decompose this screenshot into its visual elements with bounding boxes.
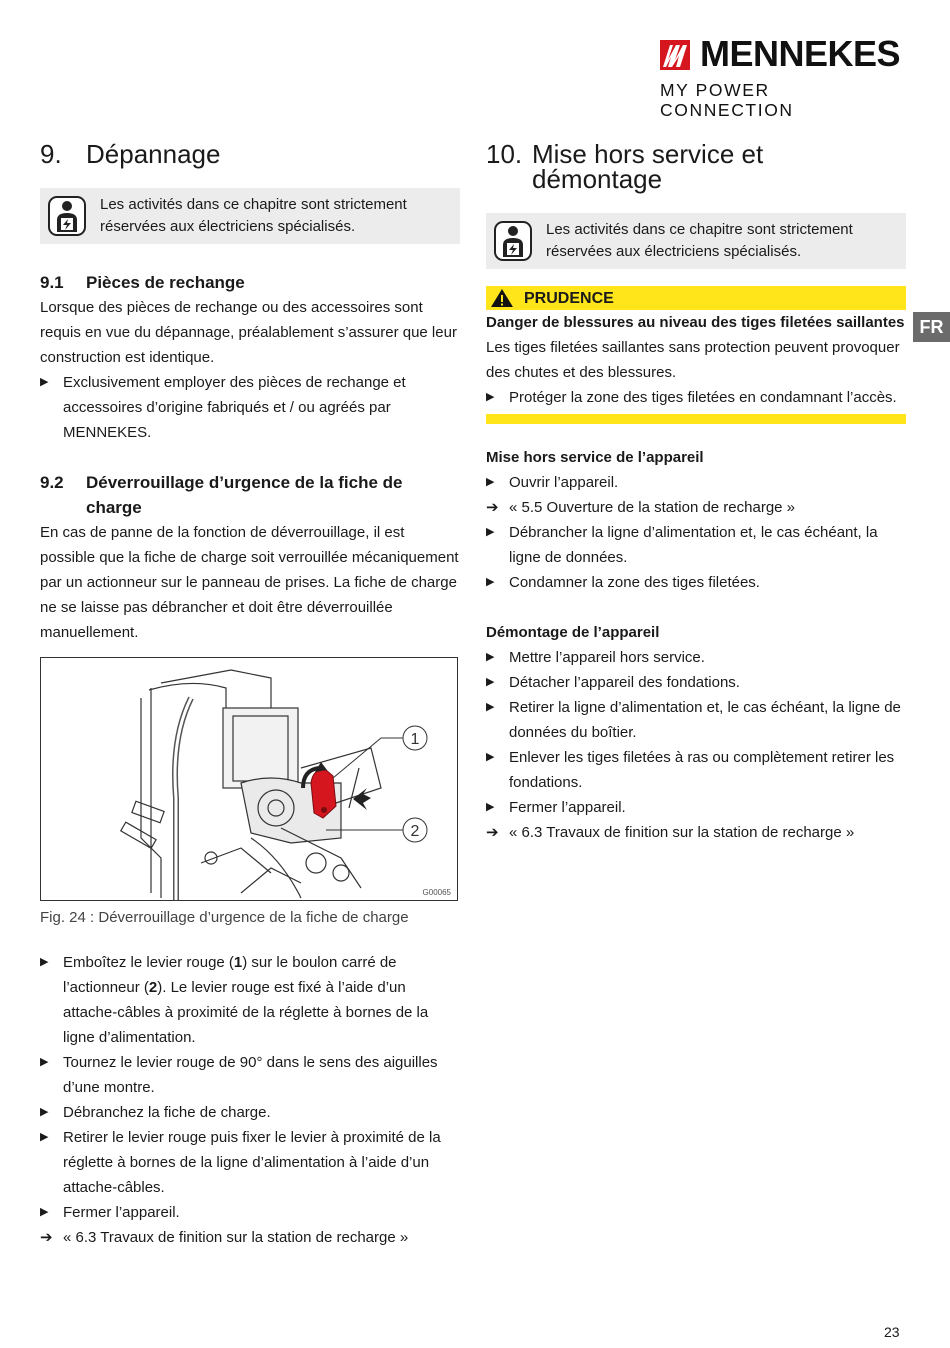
bullet-triangle-icon: ▶ [40, 956, 49, 968]
chapter-title-line-2: démontage [532, 164, 663, 194]
figure-caption: Fig. 24 : Déverrouillage d’urgence de la fiche de charge [40, 909, 409, 926]
list-item: ▶ Condamner la zone des tiges filetées. [486, 570, 906, 595]
cross-reference[interactable]: ➔ « 5.5 Ouverture de la station de recharge » [486, 495, 906, 520]
bullet-triangle-icon: ▶ [40, 1206, 49, 1218]
list-item: ▶ Débrancher la ligne d’alimentation et, le cas échéant, la ligne de données. [486, 520, 906, 570]
figure-emergency-unlock [40, 657, 458, 901]
warning-header [486, 286, 906, 310]
bullet-triangle-icon: ▶ [40, 1056, 49, 1068]
subsection-title: Mise hors service de l’appareil [486, 449, 704, 466]
arrow-right-icon: ➔ [40, 1229, 53, 1246]
page-number: 23 [884, 1324, 900, 1340]
warning-text: Les tiges filetées saillantes sans protection peuvent provoquer des chutes et des blessures. [486, 339, 900, 381]
paragraph: En cas de panne de la fonction de déverrouillage, il est possible que la fiche de charge soit verrouillée mécaniquement par un actionneur sur le panneau de prises. La fiche de charge ne se laisse pas débrancher et doit être déverrouillée manuellement. [40, 524, 459, 641]
section-heading-9-2 [40, 470, 460, 520]
warning-label: PRUDENCE [524, 289, 614, 307]
cross-reference[interactable]: ➔ « 6.3 Travaux de finition sur la station de recharge » [486, 820, 906, 845]
technical-drawing [41, 658, 457, 900]
bullet-triangle-icon: ▶ [486, 476, 495, 488]
list-item: ▶ Retirer le levier rouge puis fixer le levier à proximité de la réglette à bornes de la ligne d’alimentation à l’aide d’un attache-câbles. [40, 1125, 460, 1200]
bullet-triangle-icon: ▶ [486, 801, 495, 813]
list-item: ▶ Tournez le levier rouge de 90° dans le sens des aiguilles d’une montre. [40, 1050, 460, 1100]
arrow-right-icon: ➔ [486, 824, 499, 841]
right-column [486, 140, 906, 845]
section-title: Pièces de rechange [86, 273, 245, 292]
bullet-triangle-icon: ▶ [486, 391, 495, 403]
list-item: ▶ Retirer la ligne d’alimentation et, le cas échéant, la ligne de données du boîtier. [486, 695, 906, 745]
list-item: ▶ Exclusivement employer des pièces de rechange et accessoires d’origine fabriqués et / ou agréés par MENNEKES. [40, 370, 460, 445]
warning-heading: Danger de blessures au niveau des tiges filetées saillantes [486, 314, 905, 331]
chapter-heading-10 [486, 139, 906, 194]
bullet-triangle-icon: ▶ [486, 526, 495, 538]
bullet-triangle-icon: ▶ [40, 376, 49, 388]
list-item: ▶ Fermer l’appareil. [40, 1200, 460, 1225]
notice-text: Les activités dans ce chapitre sont strictement réservées aux électriciens spécialisés. [100, 196, 407, 235]
chapter-title-line-1: Mise hors service et [532, 139, 764, 169]
bullet-triangle-icon: ▶ [486, 651, 495, 663]
warning-box [486, 286, 906, 424]
warning-bottom-bar [486, 414, 906, 424]
section-heading-9-1 [40, 270, 460, 295]
language-tab: FR [913, 312, 950, 342]
section-title: Déverrouillage d’urgence de la fiche de charge [86, 473, 403, 517]
paragraph: Lorsque des pièces de rechange ou des accessoires sont requis en vue du dépannage, préalablement s’assurer que leur construction est identique. [40, 299, 457, 366]
list-item: ▶ Ouvrir l’appareil. [486, 470, 906, 495]
chapter-title: Dépannage [86, 139, 221, 169]
chapter-number: 10. [486, 139, 523, 169]
section-number: 9.2 [40, 473, 64, 492]
electrician-icon [48, 196, 86, 236]
bullet-triangle-icon: ▶ [486, 751, 495, 763]
figure-code: G00065 [422, 888, 451, 897]
list-item: ▶ Enlever les tiges filetées à ras ou complètement retirer les fondations. [486, 745, 906, 795]
brand-tagline: MY POWER CONNECTION [660, 80, 794, 120]
cross-reference[interactable]: ➔ « 6.3 Travaux de finition sur la station de recharge » [40, 1225, 460, 1250]
list-item: ▶ Protéger la zone des tiges filetées en condamnant l’accès. [486, 385, 906, 410]
callout-1: 1 [410, 731, 420, 748]
list-item: ▶ Détacher l’appareil des fondations. [486, 670, 906, 695]
arrow-right-icon: ➔ [486, 499, 499, 516]
list-item: ▶ Débranchez la fiche de charge. [40, 1100, 460, 1125]
section-number: 9.1 [40, 273, 64, 292]
bullet-triangle-icon: ▶ [40, 1106, 49, 1118]
brand-logo [660, 33, 906, 120]
chapter-heading-9 [40, 139, 460, 169]
warning-triangle-icon [490, 288, 514, 308]
bullet-triangle-icon: ▶ [486, 676, 495, 688]
electrician-notice [486, 213, 906, 269]
bullet-triangle-icon: ▶ [40, 1131, 49, 1143]
mennekes-logo-icon [660, 40, 690, 70]
list-item: ▶ Emboîtez le levier rouge (1) sur le boulon carré de l’actionneur (2). Le levier rouge est fixé à l’aide d’un attache-câbles à proximité de la réglette à bornes de la ligne d’alimentation. [40, 950, 460, 1050]
electrician-icon [494, 221, 532, 261]
list-item: ▶ Fermer l’appareil. [486, 795, 906, 820]
callout-2: 2 [410, 823, 420, 840]
notice-text: Les activités dans ce chapitre sont strictement réservées aux électriciens spécialisés. [546, 221, 853, 260]
brand-name: MENNEKES [700, 33, 901, 74]
steps-list [40, 950, 460, 1250]
left-column [40, 140, 460, 1250]
bullet-triangle-icon: ▶ [486, 701, 495, 713]
bullet-triangle-icon: ▶ [486, 576, 495, 588]
electrician-notice [40, 188, 460, 244]
list-item: ▶ Mettre l’appareil hors service. [486, 645, 906, 670]
chapter-number: 9. [40, 139, 62, 169]
subsection-title: Démontage de l’appareil [486, 624, 660, 641]
